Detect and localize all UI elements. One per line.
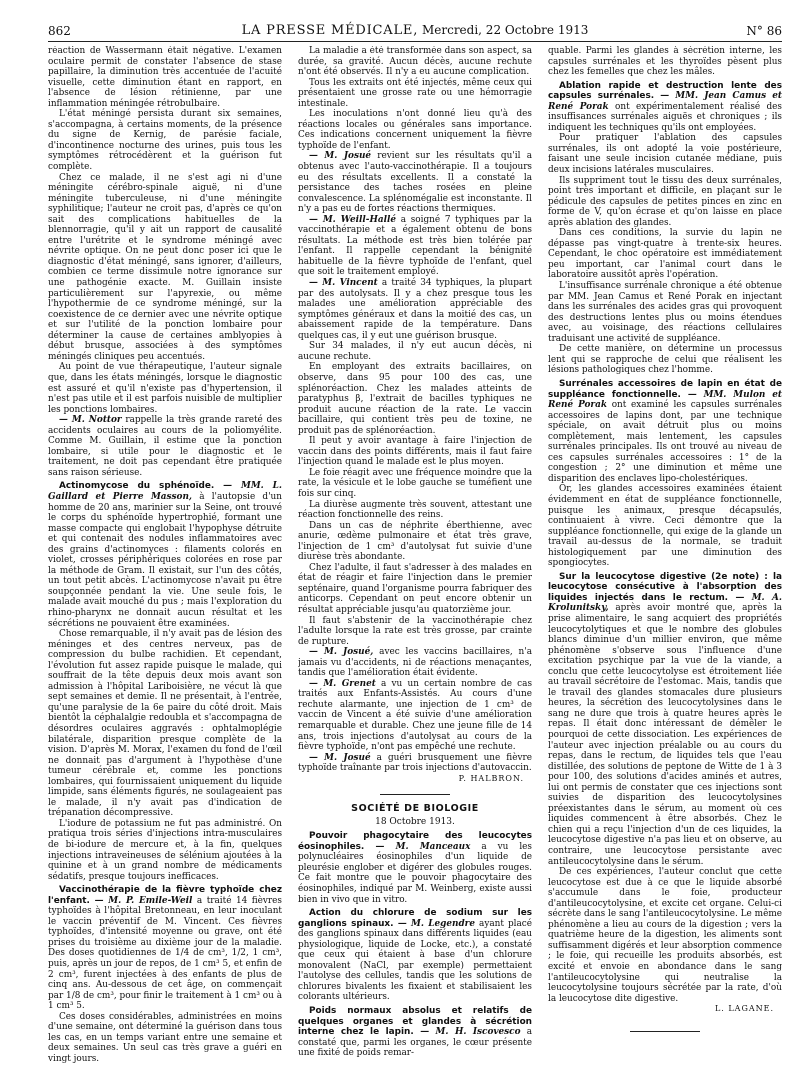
newspaper-page [48,12,782,1072]
paragraph: Sur 34 malades, il n'y eut aucun décès, ni aucune rechute. [298,341,532,362]
article-entry [298,831,532,905]
paragraph: Le foie réagit avec une fréquence moindre que la rate, la vésicule et le lobe gauche se tuméfient une fois sur cinq. [298,467,532,499]
paragraph [298,278,532,341]
paragraph-text: ont expérimentalement réalisé des insuffisances surrénales aiguës et chroniques ; ils indiquent les techniques qu'ils ont employées. [548,101,782,133]
paragraph-text: a traité 14 fièvres typhoïdes à l'hôpital Bretonneau, en leur inoculant le vaccin préventif de M. Vincent. Ces fièvres typhoïdes, d'intensité moyenne ou grave, ont été prises du troisième au dixième jour de la maladie. Des doses quotidiennes de 1/4 de cm³, 1/2, 1 cm³, puis, après un jour de repos, de 1 cm³ 5, et enfin de 2 cm³, furent injectées à des enfants de plus de cinq ans. Au-dessous de cet âge, on commençait par 1/8 de cm³, pour finir le traitement à 1 cm³ ou à 1 cm³ 5. [48,895,282,1012]
paragraph [298,647,532,679]
journal-title [108,23,722,38]
paragraph: La diurèse augmente très souvent, attestant une réaction fonctionnelle des reins. [298,499,532,521]
paragraph: En employant des extraits bacillaires, on observe, dans 95 pour 100 des cas, une splénoréaction. Chez les malades atteints de paratyphus β, l'extrait de bacilles typhiques ne produit aucune réaction de la rate. Le vaccin bacillaire, qui contient très peu de toxine, ne produit pas de splénoréaction. [298,362,532,436]
article-entry [48,481,282,629]
author-name: — M. Vincent [309,278,378,289]
author-name: — M. Josué, [309,647,374,658]
page-number: 862 [48,24,71,38]
article-heading: Surrénales accessoires de lapin en état de suppléance fonctionnelle. [548,378,782,400]
paragraph: Dans un cas de néphrite éberthienne, avec anurie, œdème pulmonaire et état très grave, l'injection de 1 cm³ d'autolysat fut suivie d'une diurèse très abondante. [298,520,532,563]
paragraph: Au point de vue thérapeutique, l'auteur signale que, dans les états méningés, lorsque le diagnostic est assuré et qu'il n'existe pas d'hypertension, il n'est pas utile et il est parfois nuisible de multiplier les ponctions lombaires. [48,362,282,415]
article-entry [48,885,282,1012]
author-name: — M. Legendre [393,918,475,929]
author-name: — M. Josué [309,752,371,763]
author-name: — M. A. Krolunitsky, [548,592,782,614]
paragraph-text: a traité 34 typhiques, la plupart par des autolysats. Il y a chez presque tous les malades une amélioration appréciable des symptômes généraux et dans la moitié des cas, un abaissement rapide de la température. Dans quelques cas, il y eut une guérison brusque. [298,278,532,341]
author-name: — M. Manceaux [364,841,471,852]
column-2 [298,46,532,1072]
paragraph: Tous les extraits ont été injectés, même ceux qui présentaient une grosse rate ou une hémorragie intestinale. [298,77,532,109]
paragraph [298,151,532,214]
paragraph: La maladie a été transformée dans son aspect, sa durée, sa gravité. Aucun décès, aucune rechute n'ont été observés. Il n'y a eu aucune complication. [298,46,532,78]
author-name: — MM. Mulon et René Porak [548,389,782,411]
paragraph-text: a soigné 7 typhiques par la vaccinothérapie et a également obtenu de bons résultats. La méthode est très bien tolérée par l'enfant. Il rappelle cependant la bénignité habituelle de la fièvre typhoïde de l'enfant, quel que soit le traitement employé. [298,214,532,278]
section-date: 18 Octobre 1913. [375,817,455,828]
paragraph-text: ayant placé des ganglions spinaux dans différents liquides (eau physiologique, liquide de Locke, etc.), a constaté que ceux qui étaient à base d'un chlorure monovalent (NaCl, par exemple) permettaient l'autolyse des cellules, tandis que les solutions de chlorures bivalents les fixaient et stabilisaient les colorants ultérieurs. [298,918,532,1003]
paragraph: réaction de Wassermann était négative. L'examen oculaire permit de constater l'absence de stase papillaire, la diminution très accentuée de l'acuité visuelle, cette diminution étant en rapport, en l'absence de lésion rétinienne, par une inflammation méningée rétrobulbaire. [48,46,282,109]
paragraph: L'insuffisance surrénale chronique a été obtenue par MM. Jean Camus et René Porak en injectant dans les surrénales des acides gras qui provoquent des destructions lentes plus ou moins étendues avec, au voisinage, des réactions cellulaires traduisant une activité de suppléance. [548,281,782,344]
author-name: — M. P. Emile-Weil [89,895,193,906]
paragraph-text: a vu les polynucléaires éosinophiles d'un liquide de pleurésie englober et digérer des globules rouges. Ce fait montre que le pouvoir phagocytaire des éosinophiles, indiqué par M. Weinberg, existe aussi bien in vivo que in vitro. [298,841,532,905]
author-name: — M. Josué [309,151,372,162]
article-entry [298,1006,532,1059]
section-title: SOCIÉTÉ DE BIOLOGIE [298,794,532,814]
masthead [48,12,782,42]
paragraph-text: a vu un certain nombre de cas traités aux Enfants-Assistés. Au cours d'une rechute alarmante, une injection de 1 cm³ de vaccin de Vincent a été suivie d'une amélioration remarquable et durable. Chez une jeune fille de 14 ans, trois injections d'autolysat au cours de la fièvre typhoïde, n'ont pas empêché une rechute. [298,678,532,753]
paragraph: L'état méningé persista durant six semaines, s'accompagna, à certains moments, de la présence du signe de Kernig, de parésie faciale, d'incontinence nocturne des urines, puis tous les symptômes rétrocédèrent et la guérison fut complète. [48,109,282,173]
end-rule [630,1031,700,1032]
paragraph: Dans ces conditions, la survie du lapin ne dépasse pas vingt-quatre à trente-six heures. Cependant, le choc opératoire est immédiatement peu important, car l'animal court dans le laboratoire aussitôt après l'opération. [548,228,782,281]
paragraph: Chez ce malade, il ne s'est agi ni d'une méningite cérébro-spinale aiguë, ni d'une méningite tuberculeuse, ni d'une méningite syphilitique; l'auteur ne croit pas, d'après ce qu'on sait des complications habituelles de la blennorragie, qu'il y ait un rapport de causalité entre l'urétrite et le syndrome méningé avec névrite optique. On ne peut donc poser ici que le diagnostic d'état méningé, sans ignorer, d'ailleurs, combien ce terme dissimule notre ignorance sur une pathogénie exacte. M. Guillain insiste particulièrement sur l'apyrexie, ou même l'hypothermie de ce syndrome méningé, sur la coexistence de ce dernier avec une névrite optique et sur l'utilité de la ponction lombaire pour déterminer la cause de certaines amblyopies à début brusque, associées à des symptômes méningés cliniques peu accentués. [48,172,282,362]
author-name: — M. H. Iscovesco [413,1027,521,1038]
paragraph [48,415,282,478]
author-name: — MM. L. Gaillard et Pierre Masson, [48,481,282,502]
article-heading: Sur la leucocytose digestive (2e note) : la leucocytose consécutive à l'absorption des liquides injectés dans le rectum. [548,571,782,603]
paragraph-text: revient sur les résultats qu'il a obtenus avec l'auto-vaccinothérapie. Il a toujours eu des résultats excellents. Il a constaté la persistance des taches rosées en pleine convalescence. La splénomégalie est inconstante. Il n'y a pas eu de fortes réactions thermiques. [298,151,532,215]
paragraph: Or, les glandes accessoires examinées étaient évidemment en état de suppléance fonctionnelle, puisque les animaux, presque décapsulés, continuaient à vivre. Ceci démontre que la suppléance fonctionnelle, qui exige de la glande un travail au-dessus de la normale, se traduit histologiquement par une diminution des spongiocytes. [548,484,782,569]
column-3 [548,46,782,1072]
author-name: — M. Nottor [59,415,122,426]
paragraph-text: après avoir montré que, après la prise alimentaire, le sang acquiert des propriétés leucocytolytiques et que le nombre des globules blancs diminue d'un millier environ, que même phénomène s'observe sous l'influence d'une excitation psychique par la vue de la viande, a conclu que cette leucocytolyse est étroitement liée au travail sécrétoire de l'estomac. Mais, tandis que le travail des glandes stomacales dure plusieurs heures, la sécrétion des leucocytolysines dans le sang ne dure que trois à quatre heures après le repas. Il était donc intéressant de démêler le pourquoi de cette dissociation. Les expériences de l'auteur avec injection préalable ou au cours du repas, dans le rectum, de liquides tels que l'eau distillée, des solutions de peptone de Witte de 1 à 3 pour 100, des solutions d'acides aminés et autres, lui ont permis de constater que ces injections sont suivies de disparition des leucocytolysines préexistantes dans le sérum, au moment où ces liquides commencent à être absorbés. Chez le chien qui a reçu l'injection d'un de ces liquides, la leucocytose digestive n'a pas lieu et on observe, au contraire, une leucocytose persistante avec antileucocytolysine dans le sérum. [548,603,782,867]
article-heading: Ablation rapide et destruction lente des capsules surrénales. [548,80,782,102]
paragraph-text: a constaté que, parmi les organes, le cœur présente une fixité de poids remar- [298,1027,532,1059]
paragraph [298,679,532,753]
paragraph: Ces doses considérables, administrées en moins d'une semaine, ont déterminé la guérison dans tous les cas, en un temps variant entre une semaine et deux semaines. Un seul cas très grave a guéri en vingt jours. [48,1011,282,1064]
author-name: — M. Weill-Hallé [309,214,396,225]
article-heading: Vaccinothérapie de la fièvre typhoïde chez l'enfant. [48,885,282,906]
article-columns [48,46,782,1072]
paragraph-text: ont examiné les capsules surrénales accessoires de lapins dont, par une technique spéciale, on avait détruit plus ou moins complètement, mais lentement, les capsules surrénales principales. Ils ont trouvé au niveau de ces capsules surrénales accessoires : 1° de la congestion ; 2° une diminution et même une disparition des enclaves lipo-cholestériques. [548,400,782,484]
article-heading: Pouvoir phagocytaire des leucocytes éosinophiles. [298,831,532,852]
paragraph: Chez l'adulte, il faut s'adresser à des malades en état de réagir et faire l'injection dans le premier septénaire, quand l'organisme pourra fabriquer des anticorps. Cependant on peut encore obtenir un résultat appréciable jusqu'au quatorzième jour. [298,562,532,615]
article-heading: Action du chlorure de sodium sur les ganglions spinaux. [298,908,532,929]
paragraph: Il faut s'abstenir de la vaccinothérapie chez l'adulte lorsque la rate est très grosse, par crainte de rupture. [298,615,532,647]
paragraph: De cette manière, on détermine un processus lent qui se rapproche de celui que réalisent les lésions pathologiques chez l'homme. [548,344,782,376]
article-entry [548,81,782,134]
paragraph [298,753,532,774]
article-entry [548,379,782,484]
issue-number: N° 86 [746,24,782,38]
article-heading: Poids normaux absolus et relatifs de quelques organes et glandes à sécrétion interne chez le lapin. [298,1006,532,1038]
column-1 [48,46,282,1072]
paragraph: Les inoculations n'ont donné lieu qu'à des réactions locales ou générales sans importance. Ces indications concernent uniquement la fièvre typhoïde de l'enfant. [298,109,532,151]
author-name: — MM. Jean Camus et René Porak [548,91,782,112]
paragraph: Pour pratiquer l'ablation des capsules surrénales, ils ont adopté la voie postérieure, faisant une seule incision cutanée médiane, puis deux incisions latérales musculaires. [548,133,782,176]
paragraph-text: à l'autopsie d'un homme de 20 ans, marinier sur la Seine, ont trouvé le corps du sphénoïde hypertrophié, formant une masse compacte qui englobait l'hypophyse détruite et qui contenait des nodules inflammatoires avec des grains d'actinomyces : filaments colorés en violet, crosses périphériques colorées en rose par la méthode de Gram. Il existait, sur l'un des côtés, un tout petit abcès. L'actinomycose n'avait pu être soupçonnée pendant la vie. Une seule fois, le malade avait mouché du pus ; mais l'exploration du rhino-pharynx ne donnait aucun résultat et les sécrétions ne pouvaient être examinées. [48,491,282,629]
signature: L. LAGANE. [714,1004,774,1014]
paragraph-text: rappelle la très grande rareté des accidents oculaires au cours de la poliomyélite. Comme M. Guillain, il estime que la ponction lombaire, si utile pour le diagnostic et le traitement, ne doit pas cependant être pratiquée sans raison sérieuse. [48,415,282,478]
paragraph [298,215,532,278]
author-name: — M. Grenet [309,678,376,689]
article-entry [548,572,782,867]
article-entry [298,908,532,1003]
article-heading: Actinomycose du sphénoïde. [59,481,215,492]
paragraph-text: avec les vaccins bacillaires, n'a jamais vu d'accidents, ni de réactions menaçantes, tandis que l'amélioration était évidente. [298,647,532,679]
journal-name: LA PRESSE MÉDICALE, [241,23,419,38]
issue-date: Mercredi, 22 Octobre 1913 [418,23,589,37]
signature: P. HALBRON. [458,773,524,783]
paragraph: L'iodure de potassium ne fut pas administré. On pratiqua trois séries d'injections intra-musculaires de bi-iodure de mercure et, à la fin, quelques injections intraveineuses de sélénium ajoutées à la quinine et à un grand nombre de médicaments sédatifs, presque toujours inefficaces. [48,818,282,882]
paragraph: Il peut y avoir avantage à faire l'injection de vaccin dans des points différents, mais il faut faire l'injection quand le malade est le plus moyen. [298,436,532,468]
paragraph: Ils suppriment tout le tissu des deux surrénales, point très important et difficile, en plaçant sur le pédicule des capsules de petites pinces en zinc en forme de V, qu'on écrase et qu'on laisse en place après ablation des glandes. [548,175,782,228]
paragraph: De ces expériences, l'auteur conclut que cette leucocytose est due à ce que le liquide absorbé s'accumule dans le foie, producteur d'antileucocytolysine, et excite cet organe. Celui-ci sécrète dans le sang l'antileucocytolysine. Le même phénomène a lieu au cours de la digestion ; vers la quatrième heure de la digestion, les aliments sont suffisamment digérés et leur absorption commence ; le foie, qui recueille les produits absorbés, est excité et envoie en abondance dans le sang l'antileucocytolysine qui neutralise la leucocytolysine toujours sécrétée par la rate, d'où la leucocytose dite digestive. [548,867,782,1004]
paragraph: Chose remarquable, il n'y avait pas de lésion des méninges et des centres nerveux, pas de compression du bulbe rachidien. Et cependant, l'évolution fut assez rapide puisque le malade, qui souffrait de la tête depuis deux mois avant son admission à l'hôpital Lariboisière, ne vécut là que sept semaines et demie. Il ne présentait, à l'entrée, qu'une paralysie de la 6e paire du côté droit. Mais bientôt la céphalalgie redoubla et s'accompagna de désordres oculaires aggravés : ophtalmoplégie bilatérale, disparition presque complète de la vision. D'après M. Morax, l'examen du fond de l'œil ne donnait pas d'argument à l'hypothèse d'une tumeur cérébrale et, comme les ponctions lombaires, qui fournissaient uniquement du liquide limpide, sans éléments figurés, ne soulageaient pas le malade, il n'y avait pas d'indication de trépanation décompressive. [48,629,282,819]
paragraph: quable. Parmi les glandes à sécrétion interne, les capsules surrénales et les thyroïdes pèsent plus chez les femelles que chez les mâles. [548,46,782,78]
paragraph-text: a guéri brusquement une fièvre typhoïde traînante par trois injections d'autovaccin. [298,752,532,774]
